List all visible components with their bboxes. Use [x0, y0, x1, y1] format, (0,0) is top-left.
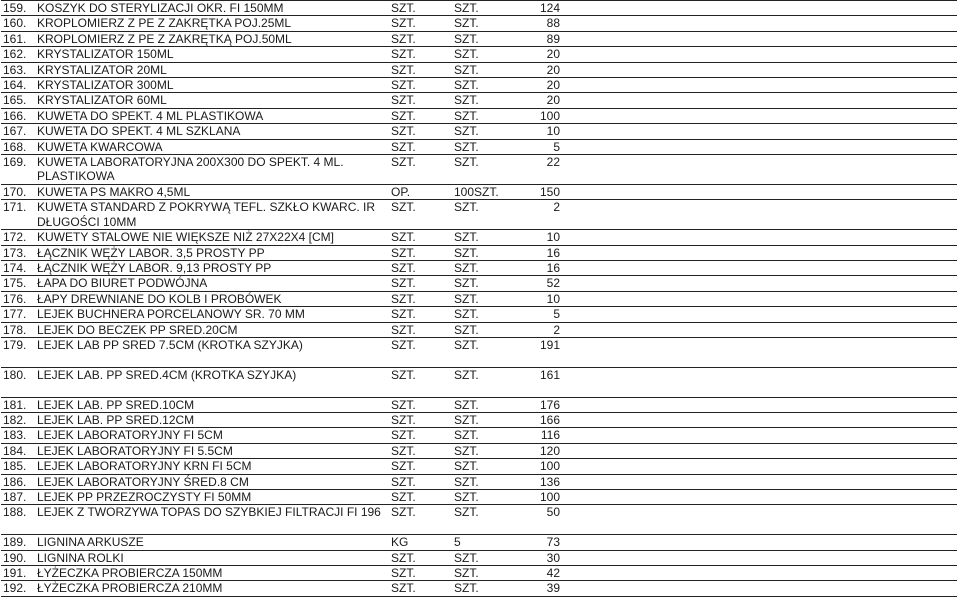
unit-primary: SZT. — [385, 581, 446, 596]
unit-primary: SZT. — [385, 459, 446, 474]
row-number: 171. — [1, 200, 34, 230]
quantity: 20 — [517, 93, 580, 108]
quantity: 20 — [517, 78, 580, 93]
item-name: KUWETA KWARCOWA — [34, 139, 385, 154]
table-row — [1, 307, 957, 322]
item-name: KUWETA STANDARD Z POKRYWĄ TEFL. SZKŁO KWARC. IR DŁUGOŚCI 10MM — [34, 200, 385, 230]
row-spacer — [580, 108, 957, 123]
unit-primary: SZT. — [385, 474, 446, 489]
item-name: LIGNINA ARKUSZE — [34, 535, 385, 550]
table-row — [1, 489, 957, 504]
table-row — [1, 581, 957, 596]
row-number: 179. — [1, 337, 34, 367]
quantity: 30 — [517, 550, 580, 565]
quantity: 136 — [517, 474, 580, 489]
unit-secondary: SZT. — [446, 412, 517, 427]
item-name: KRYSTALIZATOR 60ML — [34, 93, 385, 108]
unit-secondary: SZT. — [446, 307, 517, 322]
item-name: KRYSTALIZATOR 20ML — [34, 62, 385, 77]
row-spacer — [580, 581, 957, 596]
item-name: LEJEK LAB. PP SRED.4CM (KROTKA SZYJKA) — [34, 367, 385, 397]
item-name: ŁAPY DREWNIANE DO KOLB I PROBÓWEK — [34, 291, 385, 306]
row-number: 191. — [1, 565, 34, 580]
item-name: KRYSTALIZATOR 150ML — [34, 47, 385, 62]
row-number: 190. — [1, 550, 34, 565]
item-name: LEJEK LAB PP SRED 7.5CM (KROTKA SZYJKA) — [34, 337, 385, 367]
item-name: KUWETA DO SPEKT. 4 ML PLASTIKOWA — [34, 108, 385, 123]
unit-secondary: SZT. — [446, 367, 517, 397]
table-row — [1, 322, 957, 337]
table-row — [1, 367, 957, 397]
unit-primary: SZT. — [385, 200, 446, 230]
item-name: LEJEK LAB. PP SRED.10CM — [34, 397, 385, 412]
item-name: KROPLOMIERZ Z PE Z ZAKRĘTKĄ POJ.50ML — [34, 31, 385, 46]
unit-primary: SZT. — [385, 505, 446, 535]
row-number: 192. — [1, 581, 34, 596]
table-row — [1, 184, 957, 199]
unit-secondary: SZT. — [446, 260, 517, 275]
unit-secondary: 5 — [446, 535, 517, 550]
unit-primary: SZT. — [385, 1, 446, 16]
unit-secondary: SZT. — [446, 397, 517, 412]
item-name: KUWETY STALOWE NIE WIĘKSZE NIŻ 27X22X4 [CM] — [34, 230, 385, 245]
item-name: LEJEK Z TWORZYWA TOPAS DO SZYBKIEJ FILTRACJI FI 196 — [34, 505, 385, 535]
inventory-rows — [1, 1, 957, 597]
quantity: 100 — [517, 108, 580, 123]
unit-primary: SZT. — [385, 397, 446, 412]
item-name: ŁYŻECZKA PROBIERCZA 210MM — [34, 581, 385, 596]
row-number: 166. — [1, 108, 34, 123]
unit-primary: SZT. — [385, 550, 446, 565]
row-number: 180. — [1, 367, 34, 397]
row-spacer — [580, 155, 957, 185]
unit-secondary: SZT. — [446, 443, 517, 458]
unit-secondary: SZT. — [446, 62, 517, 77]
table-row — [1, 397, 957, 412]
unit-secondary: SZT. — [446, 505, 517, 535]
unit-secondary: SZT. — [446, 230, 517, 245]
row-number: 173. — [1, 245, 34, 260]
quantity: 120 — [517, 443, 580, 458]
row-spacer — [580, 443, 957, 458]
table-row — [1, 291, 957, 306]
item-name: ŁYŻECZKA PROBIERCZA 150MM — [34, 565, 385, 580]
row-spacer — [580, 184, 957, 199]
item-name: LEJEK DO BECZEK PP SRED.20CM — [34, 322, 385, 337]
unit-secondary: SZT. — [446, 565, 517, 580]
item-name: LEJEK LABORATORYJNY FI 5CM — [34, 428, 385, 443]
table-row — [1, 47, 957, 62]
unit-secondary: SZT. — [446, 93, 517, 108]
row-spacer — [580, 412, 957, 427]
table-row — [1, 62, 957, 77]
unit-primary: SZT. — [385, 307, 446, 322]
row-spacer — [580, 1, 957, 16]
row-number: 163. — [1, 62, 34, 77]
row-spacer — [580, 428, 957, 443]
quantity: 52 — [517, 276, 580, 291]
table-row — [1, 31, 957, 46]
unit-primary: SZT. — [385, 428, 446, 443]
unit-secondary: SZT. — [446, 139, 517, 154]
quantity: 73 — [517, 535, 580, 550]
table-row — [1, 108, 957, 123]
unit-secondary: SZT. — [446, 276, 517, 291]
table-row — [1, 412, 957, 427]
unit-secondary: SZT. — [446, 459, 517, 474]
unit-primary: SZT. — [385, 322, 446, 337]
quantity: 166 — [517, 412, 580, 427]
row-number: 172. — [1, 230, 34, 245]
unit-secondary: SZT. — [446, 124, 517, 139]
row-number: 185. — [1, 459, 34, 474]
item-name: LEJEK LABORATORYJNY KRN FI 5CM — [34, 459, 385, 474]
item-name: LEJEK LABORATORYJNY FI 5.5CM — [34, 443, 385, 458]
quantity: 116 — [517, 428, 580, 443]
table-row — [1, 78, 957, 93]
unit-primary: SZT. — [385, 16, 446, 31]
table-row — [1, 16, 957, 31]
row-spacer — [580, 367, 957, 397]
row-number: 181. — [1, 397, 34, 412]
row-spacer — [580, 93, 957, 108]
unit-secondary: SZT. — [446, 1, 517, 16]
unit-secondary: SZT. — [446, 581, 517, 596]
row-number: 159. — [1, 1, 34, 16]
row-number: 161. — [1, 31, 34, 46]
row-number: 183. — [1, 428, 34, 443]
row-number: 188. — [1, 505, 34, 535]
item-name: LEJEK LABORATORYJNY ŚRED.8 CM — [34, 474, 385, 489]
item-name: KUWETA PS MAKRO 4,5ML — [34, 184, 385, 199]
unit-secondary: SZT. — [446, 78, 517, 93]
table-row — [1, 1, 957, 16]
unit-primary: SZT. — [385, 443, 446, 458]
item-name: LEJEK PP PRZEZROCZYSTY FI 50MM — [34, 489, 385, 504]
unit-secondary: SZT. — [446, 47, 517, 62]
row-number: 189. — [1, 535, 34, 550]
row-number: 169. — [1, 155, 34, 185]
quantity: 150 — [517, 184, 580, 199]
row-spacer — [580, 62, 957, 77]
quantity: 50 — [517, 505, 580, 535]
item-name: ŁĄCZNIK WĘŻY LABOR. 3,5 PROSTY PP — [34, 245, 385, 260]
unit-secondary: SZT. — [446, 291, 517, 306]
quantity: 89 — [517, 31, 580, 46]
row-spacer — [580, 489, 957, 504]
row-number: 178. — [1, 322, 34, 337]
item-name: KRYSTALIZATOR 300ML — [34, 78, 385, 93]
item-name: LEJEK LAB. PP SRED.12CM — [34, 412, 385, 427]
table-row — [1, 124, 957, 139]
table-row — [1, 535, 957, 550]
unit-secondary: SZT. — [446, 245, 517, 260]
quantity: 16 — [517, 245, 580, 260]
item-name: ŁĄCZNIK WĘŻY LABOR. 9,13 PROSTY PP — [34, 260, 385, 275]
row-spacer — [580, 78, 957, 93]
table-row — [1, 565, 957, 580]
quantity: 16 — [517, 260, 580, 275]
unit-secondary: SZT. — [446, 16, 517, 31]
row-spacer — [580, 47, 957, 62]
table-row — [1, 245, 957, 260]
row-spacer — [580, 459, 957, 474]
row-number: 160. — [1, 16, 34, 31]
table-row — [1, 260, 957, 275]
table-row — [1, 230, 957, 245]
unit-primary: SZT. — [385, 276, 446, 291]
unit-primary: SZT. — [385, 230, 446, 245]
unit-secondary: 100SZT. — [446, 184, 517, 199]
row-number: 187. — [1, 489, 34, 504]
row-spacer — [580, 260, 957, 275]
row-spacer — [580, 322, 957, 337]
unit-primary: SZT. — [385, 245, 446, 260]
row-spacer — [580, 307, 957, 322]
table-row — [1, 93, 957, 108]
row-spacer — [580, 565, 957, 580]
row-spacer — [580, 276, 957, 291]
quantity: 2 — [517, 322, 580, 337]
row-number: 177. — [1, 307, 34, 322]
unit-secondary: SZT. — [446, 489, 517, 504]
table-row — [1, 443, 957, 458]
row-spacer — [580, 31, 957, 46]
unit-secondary: SZT. — [446, 322, 517, 337]
row-number: 186. — [1, 474, 34, 489]
quantity: 88 — [517, 16, 580, 31]
table-row — [1, 550, 957, 565]
item-name: ŁAPA DO BIURET PODWÓJNA — [34, 276, 385, 291]
quantity: 176 — [517, 397, 580, 412]
quantity: 39 — [517, 581, 580, 596]
item-name: KUWETA LABORATORYJNA 200X300 DO SPEKT. 4 ML. PLASTIKOWA — [34, 155, 385, 185]
table-row — [1, 474, 957, 489]
quantity: 10 — [517, 230, 580, 245]
row-spacer — [580, 505, 957, 535]
quantity: 161 — [517, 367, 580, 397]
unit-primary: OP. — [385, 184, 446, 199]
row-number: 168. — [1, 139, 34, 154]
table-row — [1, 459, 957, 474]
row-number: 174. — [1, 260, 34, 275]
quantity: 100 — [517, 459, 580, 474]
row-number: 182. — [1, 412, 34, 427]
row-spacer — [580, 245, 957, 260]
table-row — [1, 200, 957, 230]
row-number: 165. — [1, 93, 34, 108]
unit-primary: SZT. — [385, 93, 446, 108]
unit-primary: SZT. — [385, 291, 446, 306]
unit-primary: KG — [385, 535, 446, 550]
unit-secondary: SZT. — [446, 474, 517, 489]
table-row — [1, 337, 957, 367]
table-row — [1, 505, 957, 535]
table-row — [1, 428, 957, 443]
unit-primary: SZT. — [385, 47, 446, 62]
unit-primary: SZT. — [385, 108, 446, 123]
unit-secondary: SZT. — [446, 428, 517, 443]
row-number: 176. — [1, 291, 34, 306]
quantity: 124 — [517, 1, 580, 16]
row-number: 184. — [1, 443, 34, 458]
unit-primary: SZT. — [385, 31, 446, 46]
inventory-table — [1, 0, 957, 597]
item-name: LEJEK BUCHNERA PORCELANOWY SR. 70 MM — [34, 307, 385, 322]
table-row — [1, 276, 957, 291]
unit-primary: SZT. — [385, 337, 446, 367]
quantity: 20 — [517, 62, 580, 77]
quantity: 42 — [517, 565, 580, 580]
row-spacer — [580, 124, 957, 139]
unit-primary: SZT. — [385, 155, 446, 185]
row-spacer — [580, 139, 957, 154]
row-number: 164. — [1, 78, 34, 93]
unit-secondary: SZT. — [446, 108, 517, 123]
unit-primary: SZT. — [385, 367, 446, 397]
item-name: KROPLOMIERZ Z PE Z ZAKRĘTKA POJ.25ML — [34, 16, 385, 31]
row-spacer — [580, 337, 957, 367]
quantity: 100 — [517, 489, 580, 504]
quantity: 20 — [517, 47, 580, 62]
quantity: 191 — [517, 337, 580, 367]
row-spacer — [580, 230, 957, 245]
unit-primary: SZT. — [385, 139, 446, 154]
unit-primary: SZT. — [385, 565, 446, 580]
unit-primary: SZT. — [385, 489, 446, 504]
row-number: 175. — [1, 276, 34, 291]
row-spacer — [580, 291, 957, 306]
table-row — [1, 155, 957, 185]
unit-primary: SZT. — [385, 260, 446, 275]
row-spacer — [580, 200, 957, 230]
unit-primary: SZT. — [385, 412, 446, 427]
row-number: 162. — [1, 47, 34, 62]
unit-secondary: SZT. — [446, 155, 517, 185]
quantity: 5 — [517, 139, 580, 154]
unit-primary: SZT. — [385, 124, 446, 139]
row-spacer — [580, 550, 957, 565]
unit-secondary: SZT. — [446, 200, 517, 230]
table-row — [1, 139, 957, 154]
unit-secondary: SZT. — [446, 31, 517, 46]
quantity: 10 — [517, 124, 580, 139]
unit-primary: SZT. — [385, 78, 446, 93]
unit-secondary: SZT. — [446, 550, 517, 565]
item-name: KOSZYK DO STERYLIZACJI OKR. FI 150MM — [34, 1, 385, 16]
row-number: 170. — [1, 184, 34, 199]
item-name: KUWETA DO SPEKT. 4 ML SZKLANA — [34, 124, 385, 139]
item-name: LIGNINA ROLKI — [34, 550, 385, 565]
quantity: 10 — [517, 291, 580, 306]
row-spacer — [580, 16, 957, 31]
unit-primary: SZT. — [385, 62, 446, 77]
quantity: 5 — [517, 307, 580, 322]
row-spacer — [580, 474, 957, 489]
quantity: 2 — [517, 200, 580, 230]
quantity: 22 — [517, 155, 580, 185]
unit-secondary: SZT. — [446, 337, 517, 367]
row-number: 167. — [1, 124, 34, 139]
row-spacer — [580, 397, 957, 412]
row-spacer — [580, 535, 957, 550]
